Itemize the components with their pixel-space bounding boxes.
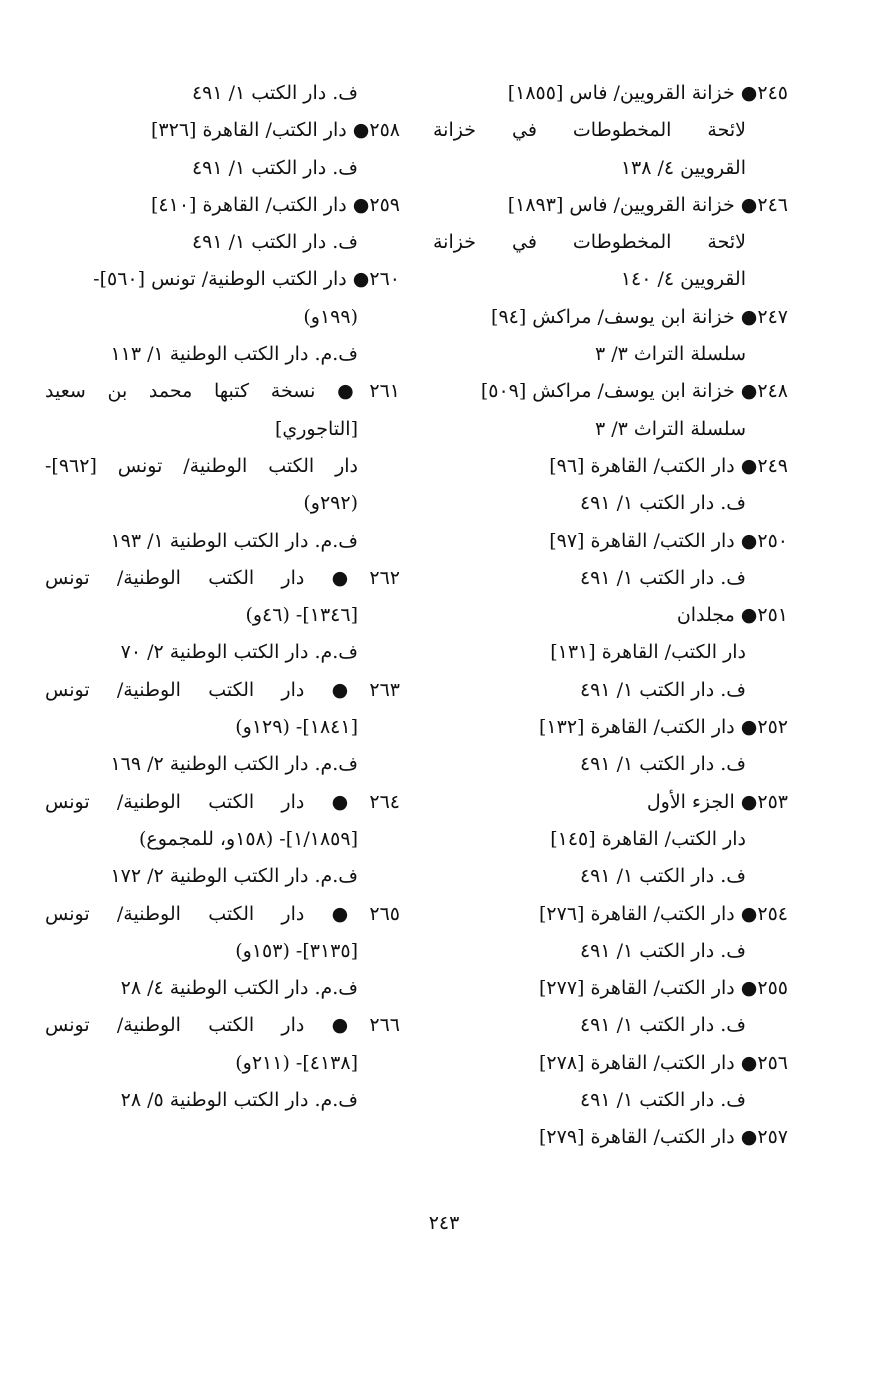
entry-continuation-line: ف. دار الكتب ١/ ٤٩١ <box>191 82 358 104</box>
entry-line: ٢٤٥● خزانة القرويين/ فاس [١٨٥٥] <box>507 82 788 104</box>
entry-line: ٢٥٧● دار الكتب/ القاهرة [٢٧٩] <box>538 1126 788 1149</box>
entry-continuation-line: [التاجوري] <box>274 417 358 440</box>
entry-line: ٢٥١● مجلدان <box>676 604 788 627</box>
entry-line: ٢٦٢● دار الكتب الوطنية/ تونس <box>45 566 400 589</box>
entry-continuation-line: ف. دار الكتب ١/ ٤٩١ <box>579 1014 746 1037</box>
entry-line: ٢٤٨● خزانة ابن يوسف/ مراكش [٥٠٩] <box>480 380 788 403</box>
entry-line: ٢٥٠● دار الكتب/ القاهرة [٩٧] <box>549 529 788 552</box>
entry-continuation-line: ف.م. دار الكتب الوطنية ١/ ١١٣ <box>110 343 358 366</box>
page-number: ٢٤٣ <box>428 1212 460 1234</box>
entry-continuation-line: ف. دار الكتب ١/ ٤٩١ <box>579 939 746 962</box>
entry-line: ٢٥٣● الجزء الأول <box>646 790 788 813</box>
entry-continuation-line: القرويين ٤/ ١٣٨ <box>620 156 746 179</box>
entry-line: ٢٦٤● دار الكتب الوطنية/ تونس <box>45 790 400 813</box>
entry-continuation-line: ف. دار الكتب ١/ ٤٩١ <box>579 753 746 776</box>
entry-continuation-line: ف.م. دار الكتب الوطنية ٥/ ٢٨ <box>120 1089 358 1112</box>
entry-line: ٢٥٤● دار الكتب/ القاهرة [٢٧٦] <box>538 902 788 925</box>
entry-line: ٢٦١● نسخة كتبها محمد بن سعيد <box>45 380 400 403</box>
entry-line: ٢٥٥● دار الكتب/ القاهرة [٢٧٧] <box>538 977 788 1000</box>
right-column <box>433 75 788 1157</box>
entry-continuation-line: ف. دار الكتب ١/ ٤٩١ <box>191 156 358 179</box>
entry-continuation-line: (١٩٩و) <box>303 305 358 328</box>
entry-line: ٢٥٨● دار الكتب/ القاهرة [٣٢٦] <box>150 119 400 142</box>
entry-continuation-line: ف.م. دار الكتب الوطنية ٤/ ٢٨ <box>120 977 358 1000</box>
entry-continuation-line: ف.م. دار الكتب الوطنية ٢/ ١٧٢ <box>110 865 358 888</box>
entry-continuation-line: ف.م. دار الكتب الوطنية ٢/ ١٦٩ <box>110 753 358 776</box>
entry-continuation-line: [١/١٨٥٩]- (١٥٨و، للمجموع) <box>138 827 358 850</box>
entry-line: ٢٦٥● دار الكتب الوطنية/ تونس <box>45 902 400 925</box>
entry-continuation-line: ف. دار الكتب ١/ ٤٩١ <box>579 566 746 589</box>
entry-continuation-line: القرويين ٤/ ١٤٠ <box>620 268 746 291</box>
entry-continuation-line: سلسلة التراث ٣/ ٣ <box>594 417 746 440</box>
entry-continuation-line: [٣١٣٥]- (١٥٣و) <box>235 939 358 962</box>
entry-line: ٢٤٧● خزانة ابن يوسف/ مراكش [٩٤] <box>491 305 788 328</box>
entry-continuation-line: سلسلة التراث ٣/ ٣ <box>594 343 746 366</box>
entry-continuation-line: لائحة المخطوطات في خزانة <box>433 119 746 142</box>
entry-continuation-line: دار الكتب الوطنية/ تونس [٩٦٢]- <box>45 454 358 477</box>
entry-continuation-line: ف.م. دار الكتب الوطنية ١/ ١٩٣ <box>110 529 358 552</box>
entry-continuation-line: دار الكتب/ القاهرة [١٣١] <box>550 641 746 664</box>
entry-continuation-line: ف. دار الكتب ١/ ٤٩١ <box>579 492 746 515</box>
entry-line: ٢٦٠● دار الكتب الوطنية/ تونس [٥٦٠]- <box>93 268 400 291</box>
entry-continuation-line: ف.م. دار الكتب الوطنية ٢/ ٧٠ <box>120 641 358 664</box>
entry-line: ٢٥٢● دار الكتب/ القاهرة [١٣٢] <box>538 716 788 739</box>
entry-continuation-line: [١٨٤١]- (١٢٩و) <box>235 716 358 739</box>
entry-line: ٢٦٣● دار الكتب الوطنية/ تونس <box>45 678 400 701</box>
entry-line: ٢٥٦● دار الكتب/ القاهرة [٢٧٨] <box>538 1051 788 1074</box>
entry-line: ٢٤٩● دار الكتب/ القاهرة [٩٦] <box>549 454 788 477</box>
entry-line: ٢٦٦● دار الكتب الوطنية/ تونس <box>45 1014 400 1037</box>
entry-continuation-line: لائحة المخطوطات في خزانة <box>433 231 746 254</box>
entry-continuation-line: ف. دار الكتب ١/ ٤٩١ <box>579 1089 746 1112</box>
left-column <box>45 75 400 1119</box>
entry-line: ٢٤٦● خزانة القرويين/ فاس [١٨٩٣] <box>507 193 788 216</box>
entry-continuation-line: ف. دار الكتب ١/ ٤٩١ <box>579 678 746 701</box>
entry-continuation-line: ف. دار الكتب ١/ ٤٩١ <box>579 865 746 888</box>
entry-continuation-line: [٤١٣٨]- (٢١١و) <box>235 1051 358 1074</box>
entry-continuation-line: (٢٩٢و) <box>303 492 358 515</box>
entry-line: ٢٥٩● دار الكتب/ القاهرة [٤١٠] <box>150 193 400 216</box>
entry-continuation-line: ف. دار الكتب ١/ ٤٩١ <box>191 231 358 254</box>
entry-continuation-line: [١٣٤٦]- (٤٦و) <box>245 604 358 627</box>
entry-continuation-line: دار الكتب/ القاهرة [١٤٥] <box>550 827 746 850</box>
